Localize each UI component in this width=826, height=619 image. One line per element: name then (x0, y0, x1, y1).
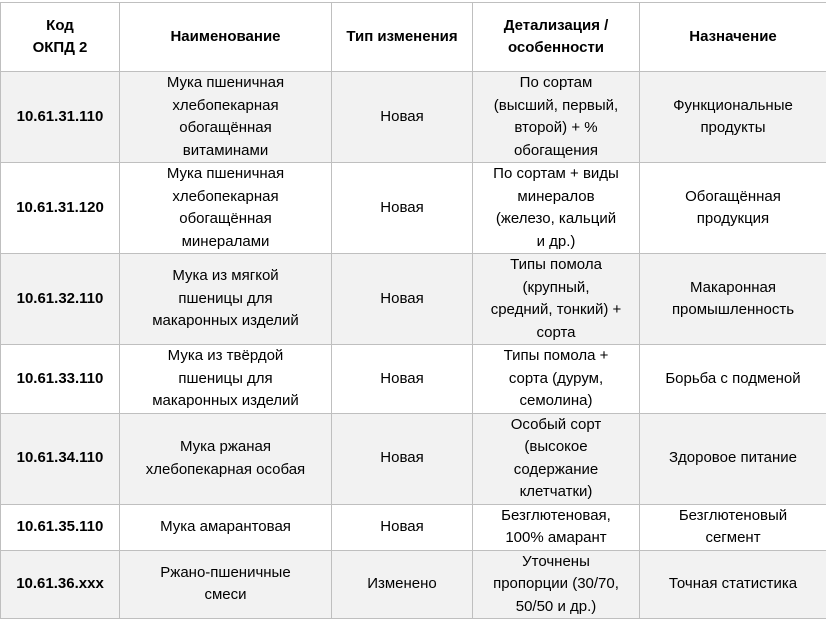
cell-purpose (640, 254, 826, 345)
header-name-label: Наименование (170, 28, 280, 45)
cell-change-type (332, 550, 473, 619)
cell-code (1, 72, 120, 163)
header-purpose (640, 3, 826, 72)
header-details (473, 3, 640, 72)
cell-details (473, 413, 640, 504)
cell-purpose-text: Борьба с подменой (665, 370, 800, 387)
cell-name-text: Мука пшеничная хлебопекарная обогащённая витаминами (167, 74, 284, 159)
header-details-label: Детализация / особенности (504, 17, 609, 57)
cell-purpose (640, 72, 826, 163)
cell-code-text: 10.61.35.110 (17, 518, 104, 535)
cell-code-text: 10.61.31.120 (16, 199, 104, 216)
cell-code (1, 163, 120, 254)
okpd-table (0, 2, 826, 619)
table-row (1, 254, 826, 345)
table-row (1, 504, 826, 550)
cell-code-text: 10.61.36.xxx (16, 575, 104, 592)
cell-details (473, 345, 640, 414)
table-row (1, 345, 826, 414)
cell-details-text: По сортам (высший, первый, второй) + % обогащения (494, 74, 618, 159)
cell-details (473, 163, 640, 254)
header-code (1, 3, 120, 72)
cell-change-type (332, 345, 473, 414)
cell-details-text: Безглютеновая, 100% амарант (501, 507, 611, 547)
cell-change-type-text: Новая (380, 449, 423, 466)
cell-details (473, 72, 640, 163)
header-purpose-label: Назначение (689, 28, 777, 45)
cell-code-text: 10.61.32.110 (17, 290, 104, 307)
cell-purpose-text: Обогащённая продукция (685, 188, 781, 228)
cell-details-text: Типы помола + сорта (дурум, семолина) (504, 347, 609, 409)
cell-code (1, 550, 120, 619)
cell-name-text: Мука пшеничная хлебопекарная обогащённая минералами (167, 165, 284, 250)
header-change-type-label: Тип изменения (346, 28, 457, 45)
cell-name (120, 550, 332, 619)
cell-change-type (332, 254, 473, 345)
cell-change-type (332, 413, 473, 504)
cell-change-type-text: Новая (380, 290, 423, 307)
cell-purpose (640, 413, 826, 504)
cell-purpose (640, 345, 826, 414)
cell-purpose (640, 163, 826, 254)
cell-code (1, 254, 120, 345)
cell-details-text: Особый сорт (высокое содержание клетчатки) (511, 416, 602, 501)
cell-name (120, 345, 332, 414)
cell-name-text: Мука из твёрдой пшеницы для макаронных изделий (152, 347, 299, 409)
cell-name-text: Мука ржаная хлебопекарная особая (146, 438, 305, 478)
cell-purpose-text: Точная статистика (669, 575, 797, 592)
cell-details-text: По сортам + виды минералов (железо, кальций и др.) (493, 165, 619, 250)
cell-code (1, 413, 120, 504)
cell-change-type (332, 504, 473, 550)
cell-purpose-text: Макаронная промышленность (672, 279, 794, 319)
cell-name-text: Ржано-пшеничные смеси (160, 564, 290, 604)
table-row (1, 72, 826, 163)
cell-code-text: 10.61.31.110 (17, 108, 104, 125)
cell-change-type-text: Новая (380, 199, 423, 216)
cell-change-type-text: Изменено (367, 575, 437, 592)
cell-name (120, 504, 332, 550)
cell-name (120, 254, 332, 345)
table-row (1, 550, 826, 619)
cell-code (1, 345, 120, 414)
header-name (120, 3, 332, 72)
cell-details (473, 254, 640, 345)
cell-name (120, 163, 332, 254)
cell-name-text: Мука из мягкой пшеницы для макаронных изделий (152, 267, 299, 329)
cell-name (120, 72, 332, 163)
table-row (1, 163, 826, 254)
cell-name (120, 413, 332, 504)
cell-purpose (640, 550, 826, 619)
cell-change-type-text: Новая (380, 370, 423, 387)
cell-details (473, 550, 640, 619)
header-code-label: Код ОКПД 2 (33, 17, 88, 57)
table-row (1, 413, 826, 504)
cell-purpose-text: Безглютеновый сегмент (679, 507, 787, 547)
header-row (1, 3, 826, 72)
cell-change-type-text: Новая (380, 518, 423, 535)
cell-details (473, 504, 640, 550)
cell-change-type-text: Новая (380, 108, 423, 125)
cell-purpose (640, 504, 826, 550)
cell-change-type (332, 163, 473, 254)
cell-code (1, 504, 120, 550)
cell-purpose-text: Здоровое питание (669, 449, 797, 466)
cell-details-text: Уточнены пропорции (30/70, 50/50 и др.) (493, 553, 619, 615)
cell-code-text: 10.61.34.110 (17, 449, 104, 466)
cell-details-text: Типы помола (крупный, средний, тонкий) + сорта (491, 256, 622, 341)
cell-name-text: Мука амарантовая (160, 518, 291, 535)
header-change-type (332, 3, 473, 72)
cell-purpose-text: Функциональные продукты (673, 97, 793, 137)
cell-change-type (332, 72, 473, 163)
cell-code-text: 10.61.33.110 (17, 370, 104, 387)
